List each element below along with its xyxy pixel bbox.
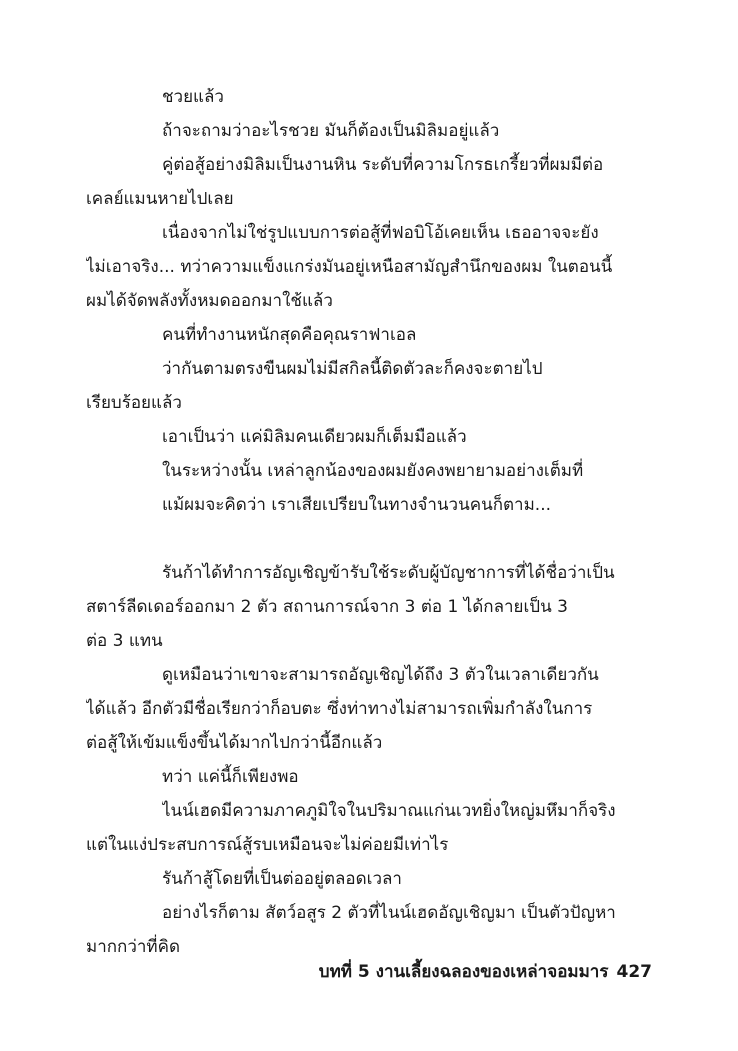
text-line: คู่ต่อสู้อย่างมิลิมเป็นงานหิน ระดับที่ความโกรธเกรี้ยวที่ผมมีต่อ [162,155,604,175]
chapter-title: บทที่ 5 งานเลี้ยงฉลองของเหล่าจอมมาร [318,962,609,982]
text-line: แม้ผมจะคิดว่า เราเสียเปรียบในทางจำนวนคนก็ตาม... [162,495,552,515]
text-line: ต่อ 3 แทน [86,631,163,651]
text-line: ทว่า แค่นี้ก็เพียงพอ [162,767,299,787]
text-line: มากกว่าที่คิด [86,937,181,957]
text-line: เรียบร้อยแล้ว [86,393,182,413]
page-number: 427 [616,962,652,982]
text-line: ดูเหมือนว่าเขาจะสามารถอัญเชิญได้ถึง 3 ตัวในเวลาเดียวกัน [162,665,599,685]
text-line: ชวยแล้ว [162,87,224,107]
text-line: ได้แล้ว อีกตัวมีชื่อเรียกว่าก็อบตะ ซึ่งท่าทางไม่สามารถเพิ่มกำลังในการ [86,699,593,719]
page-footer [311,957,652,987]
text-line: ผมได้จัดพลังทั้งหมดออกมาใช้แล้ว [86,291,333,311]
text-line: คนที่ทำงานหนักสุดคือคุณราฟาเอล [162,325,417,345]
text-line: รันก้าได้ทำการอัญเชิญข้ารับใช้ระดับผู้บัญชาการที่ได้ชื่อว่าเป็น [162,563,615,583]
text-line: แต่ในแง่ประสบการณ์สู้รบเหมือนจะไม่ค่อยมีเท่าไร [86,835,449,855]
text-line: สตาร์ลีดเดอร์ออกมา 2 ตัว สถานการณ์จาก 3 ต่อ 1 ได้กลายเป็น 3 [86,597,568,617]
text-line: ในระหว่างนั้น เหล่าลูกน้องของผมยังคงพยายามอย่างเต็มที่ [162,461,584,481]
text-line: อย่างไรก็ตาม สัตว์อสูร 2 ตัวที่ไนน์เฮดอัญเชิญมา เป็นตัวปัญหา [162,903,616,923]
text-line: ถ้าจะถามว่าอะไรชวย มันก็ต้องเป็นมิลิมอยู่แล้ว [162,121,500,141]
text-line: ไม่เอาจริง... ทว่าความแข็งแกร่งมันอยู่เหนือสามัญสำนึกของผม ในตอนนี้ [86,257,613,277]
text-line: ว่ากันตามตรงขืนผมไม่มีสกิลนี้ติดตัวละก็คงจะตายไป [162,359,543,379]
text-line: รันก้าสู้โดยที่เป็นต่ออยู่ตลอดเวลา [162,869,402,889]
text-line: ไนน์เฮดมีความภาคภูมิใจในปริมาณแก่นเวทยิ่งใหญ่มหึมาก็จริง [162,801,616,821]
text-line: ต่อสู้ให้เข้มแข็งขึ้นได้มากไปกว่านี้อีกแล้ว [86,733,383,753]
text-line: เอาเป็นว่า แค่มิลิมคนเดียวผมก็เต็มมือแล้ว [162,427,467,447]
text-line: เนื่องจากไม่ใช่รูปแบบการต่อสู้ที่ฟอบิโอ้เคยเห็น เธออาจจะยัง [162,223,599,243]
text-line: เคลย์แมนหายไปเลย [86,189,234,209]
